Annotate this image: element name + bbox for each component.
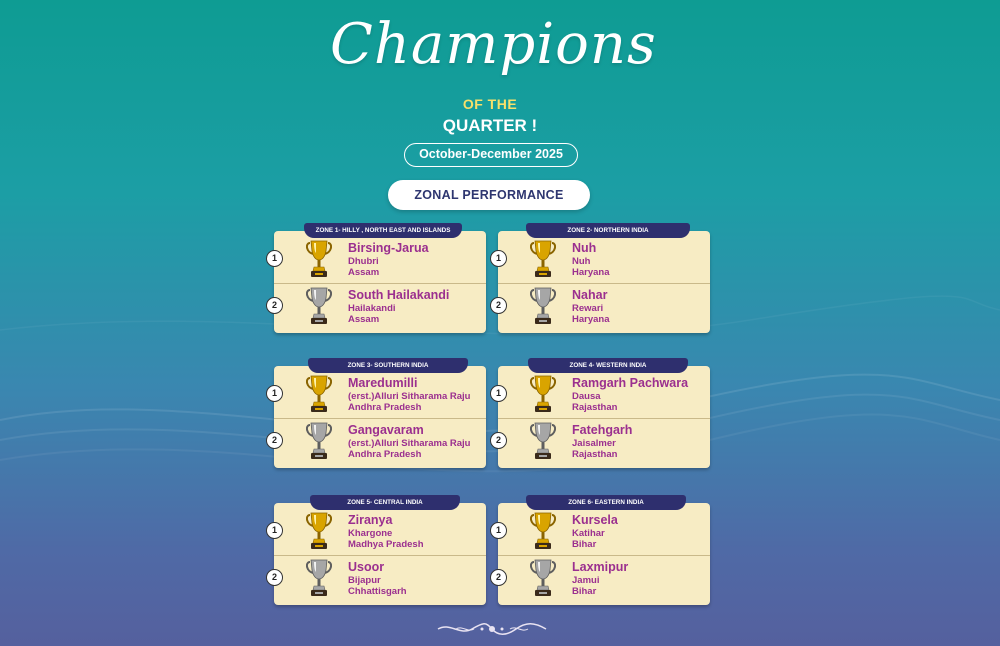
ornament-divider-icon xyxy=(436,620,548,638)
zone-card-2 xyxy=(495,223,710,333)
winner-district: Jaisalmer xyxy=(572,438,616,449)
winner-district: Hailakandi xyxy=(348,303,396,314)
winner-name: Ramgarh Pachwara xyxy=(572,376,689,390)
silver-trophy-icon xyxy=(306,286,332,326)
winner-state: Bihar xyxy=(572,539,597,550)
rank-badge: 2 xyxy=(490,569,507,586)
winner-state: Chhattisgarh xyxy=(348,586,407,597)
winner-state: Andhra Pradesh xyxy=(348,402,422,413)
silver-trophy-icon xyxy=(306,558,332,598)
winner-district: Bijapur xyxy=(348,575,381,586)
winner-district: Nuh xyxy=(572,256,591,267)
rank-badge: 1 xyxy=(490,522,507,539)
zone-card-5 xyxy=(271,495,486,605)
winner-row xyxy=(495,555,710,602)
rank-badge: 2 xyxy=(266,297,283,314)
winner-name: Kursela xyxy=(572,513,618,527)
rank-badge: 1 xyxy=(266,522,283,539)
zone-header: ZONE 5- CENTRAL INDIA xyxy=(310,495,460,510)
silver-trophy-icon xyxy=(530,558,556,598)
winner-row xyxy=(495,283,710,330)
winner-name: Birsing-Jarua xyxy=(348,241,429,255)
zone-card-4 xyxy=(495,358,710,468)
winner-row xyxy=(271,237,486,284)
zone-card-6 xyxy=(495,495,710,605)
winner-name: Gangavaram xyxy=(348,423,424,437)
silver-trophy-icon xyxy=(530,421,556,461)
period-badge: October-December 2025 xyxy=(404,143,578,167)
zone-card-3 xyxy=(271,358,486,468)
winner-district: (erst.)Alluri Sitharama Raju xyxy=(348,391,471,402)
winner-row xyxy=(495,509,710,556)
rank-badge: 1 xyxy=(490,385,507,402)
section-title: ZONAL PERFORMANCE xyxy=(388,180,590,210)
rank-badge: 2 xyxy=(266,569,283,586)
winner-row xyxy=(495,237,710,284)
winner-district: Dausa xyxy=(572,391,601,402)
gold-trophy-icon xyxy=(306,511,332,551)
zone-header: ZONE 4- WESTERN INDIA xyxy=(528,358,688,373)
rank-badge: 2 xyxy=(266,432,283,449)
winner-row xyxy=(271,509,486,556)
winner-name: Laxmipur xyxy=(572,560,629,574)
winner-name: Ziranya xyxy=(348,513,393,527)
winner-district: Rewari xyxy=(572,303,604,314)
gold-trophy-icon xyxy=(306,374,332,414)
rank-badge: 1 xyxy=(266,250,283,267)
winner-state: Rajasthan xyxy=(572,449,618,460)
winner-name: Usoor xyxy=(348,560,385,574)
winner-state: Assam xyxy=(348,267,380,278)
gold-trophy-icon xyxy=(306,239,332,279)
gold-trophy-icon xyxy=(530,239,556,279)
gold-trophy-icon xyxy=(530,374,556,414)
subtitle-quarter: QUARTER ! xyxy=(442,116,538,135)
zone-card-1 xyxy=(271,223,486,333)
winner-state: Assam xyxy=(348,314,380,325)
winner-state: Haryana xyxy=(572,267,610,278)
rank-badge: 1 xyxy=(490,250,507,267)
winner-district: Katihar xyxy=(572,528,605,539)
winner-state: Rajasthan xyxy=(572,402,618,413)
winner-name: Nahar xyxy=(572,288,608,302)
page-title: Champions xyxy=(330,12,657,77)
winner-name: Nuh xyxy=(572,241,597,255)
winner-row xyxy=(271,372,486,419)
winner-state: Andhra Pradesh xyxy=(348,449,422,460)
winner-state: Bihar xyxy=(572,586,597,597)
zone-header: ZONE 3- SOUTHERN INDIA xyxy=(308,358,468,373)
rank-badge: 2 xyxy=(490,432,507,449)
winner-district: Khargone xyxy=(348,528,393,539)
zone-header: ZONE 2- NORTHERN INDIA xyxy=(526,223,690,238)
winner-row xyxy=(271,283,486,330)
zone-header: ZONE 1- HILLY , NORTH EAST AND ISLANDS xyxy=(304,223,462,238)
winner-state: Madhya Pradesh xyxy=(348,539,424,550)
winner-row xyxy=(495,418,710,465)
winner-district: Jamui xyxy=(572,575,600,586)
winner-district: Dhubri xyxy=(348,256,379,267)
winner-state: Haryana xyxy=(572,314,610,325)
winner-name: Maredumilli xyxy=(348,376,418,390)
silver-trophy-icon xyxy=(306,421,332,461)
silver-trophy-icon xyxy=(530,286,556,326)
winner-row xyxy=(271,418,486,465)
rank-badge: 1 xyxy=(266,385,283,402)
winner-district: (erst.)Alluri Sitharama Raju xyxy=(348,438,471,449)
winner-name: South Hailakandi xyxy=(348,288,450,302)
winner-name: Fatehgarh xyxy=(572,423,633,437)
subtitle-of-the: OF THE xyxy=(462,96,518,112)
gold-trophy-icon xyxy=(530,511,556,551)
rank-badge: 2 xyxy=(490,297,507,314)
winner-row xyxy=(271,555,486,602)
zone-header: ZONE 6- EASTERN INDIA xyxy=(526,495,686,510)
winner-row xyxy=(495,372,710,419)
